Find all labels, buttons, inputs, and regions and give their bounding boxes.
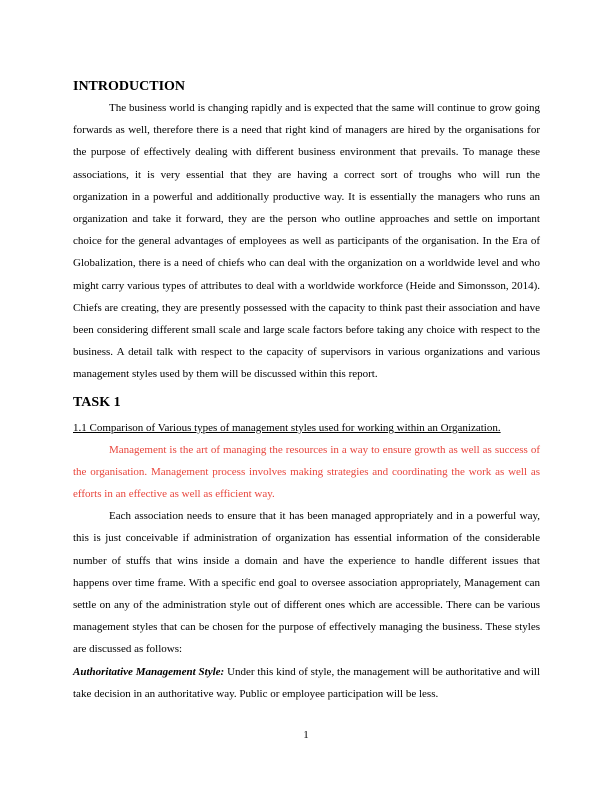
- introduction-heading: INTRODUCTION: [73, 79, 186, 94]
- management-definition-paragraph: Management is the art of managing the resources in a way to ensure growth as well as success of the organisation. Management process involves making strategies and coordinating the work as well as efforts in an effective as well as efficient way.: [73, 443, 540, 501]
- authoritative-style-text: Under this kind of style, the management will be authoritative and will take decision in an authoritative way. Public or employee participation will be less.: [73, 665, 541, 700]
- page-body: [73, 77, 540, 705]
- introduction-paragraph: The business world is changing rapidly and is expected that the same will continue to grow going forwards as well, therefore there is a need that right kind of managers are hired by the organisations for the purpose of effectively dealing with different business environment that prevails. To manage these associations, it is very essential that they are having a correct sort of troughs who will run the organization in a powerful and additionally productive way. It is essentially the managers who runs an organization and take it forward, they are the person who outline approaches and settle on important choice for the general advantages of employees as well as participants of the organisation. In the Era of Globalization, there is a need of chiefs who can deal with the organization on a worldwide level and who might carry various types of attributes to deal with a worldwide workforce (Heide and Simonsson, 2014). Chiefs are creating, they are presently possessed with the capacity to think past their association and have been considering different small scale and large scale factors before taking any choice with respect to the business. A detail talk with respect to the capacity of supervisors in various organizations and various management styles used by them will be discussed within this report.: [73, 102, 540, 381]
- page-number: 1: [303, 729, 309, 741]
- task1-heading: TASK 1: [73, 394, 121, 410]
- management-styles-paragraph: Each association needs to ensure that it has been managed appropriately and in a powerful way, this is just conceivable if administration of organization has essential information of the considerable number of stuffs that wins inside a domain and have the experience to handle different issues that happens over time frame. With a specific end goal to oversee association appropriately, Management can settle on any of the administration style out of different ones which are accessible. There can be various management styles that can be chosen for the purpose of effectively managing the business. These styles are discussed as follows:: [73, 510, 540, 656]
- authoritative-style-paragraph: [73, 661, 540, 705]
- authoritative-style-label: Authoritative Management Style:: [73, 665, 225, 678]
- task1-subheading: 1.1 Comparison of Various types of management styles used for working within an Organization.: [73, 421, 501, 434]
- spacer: [73, 386, 540, 393]
